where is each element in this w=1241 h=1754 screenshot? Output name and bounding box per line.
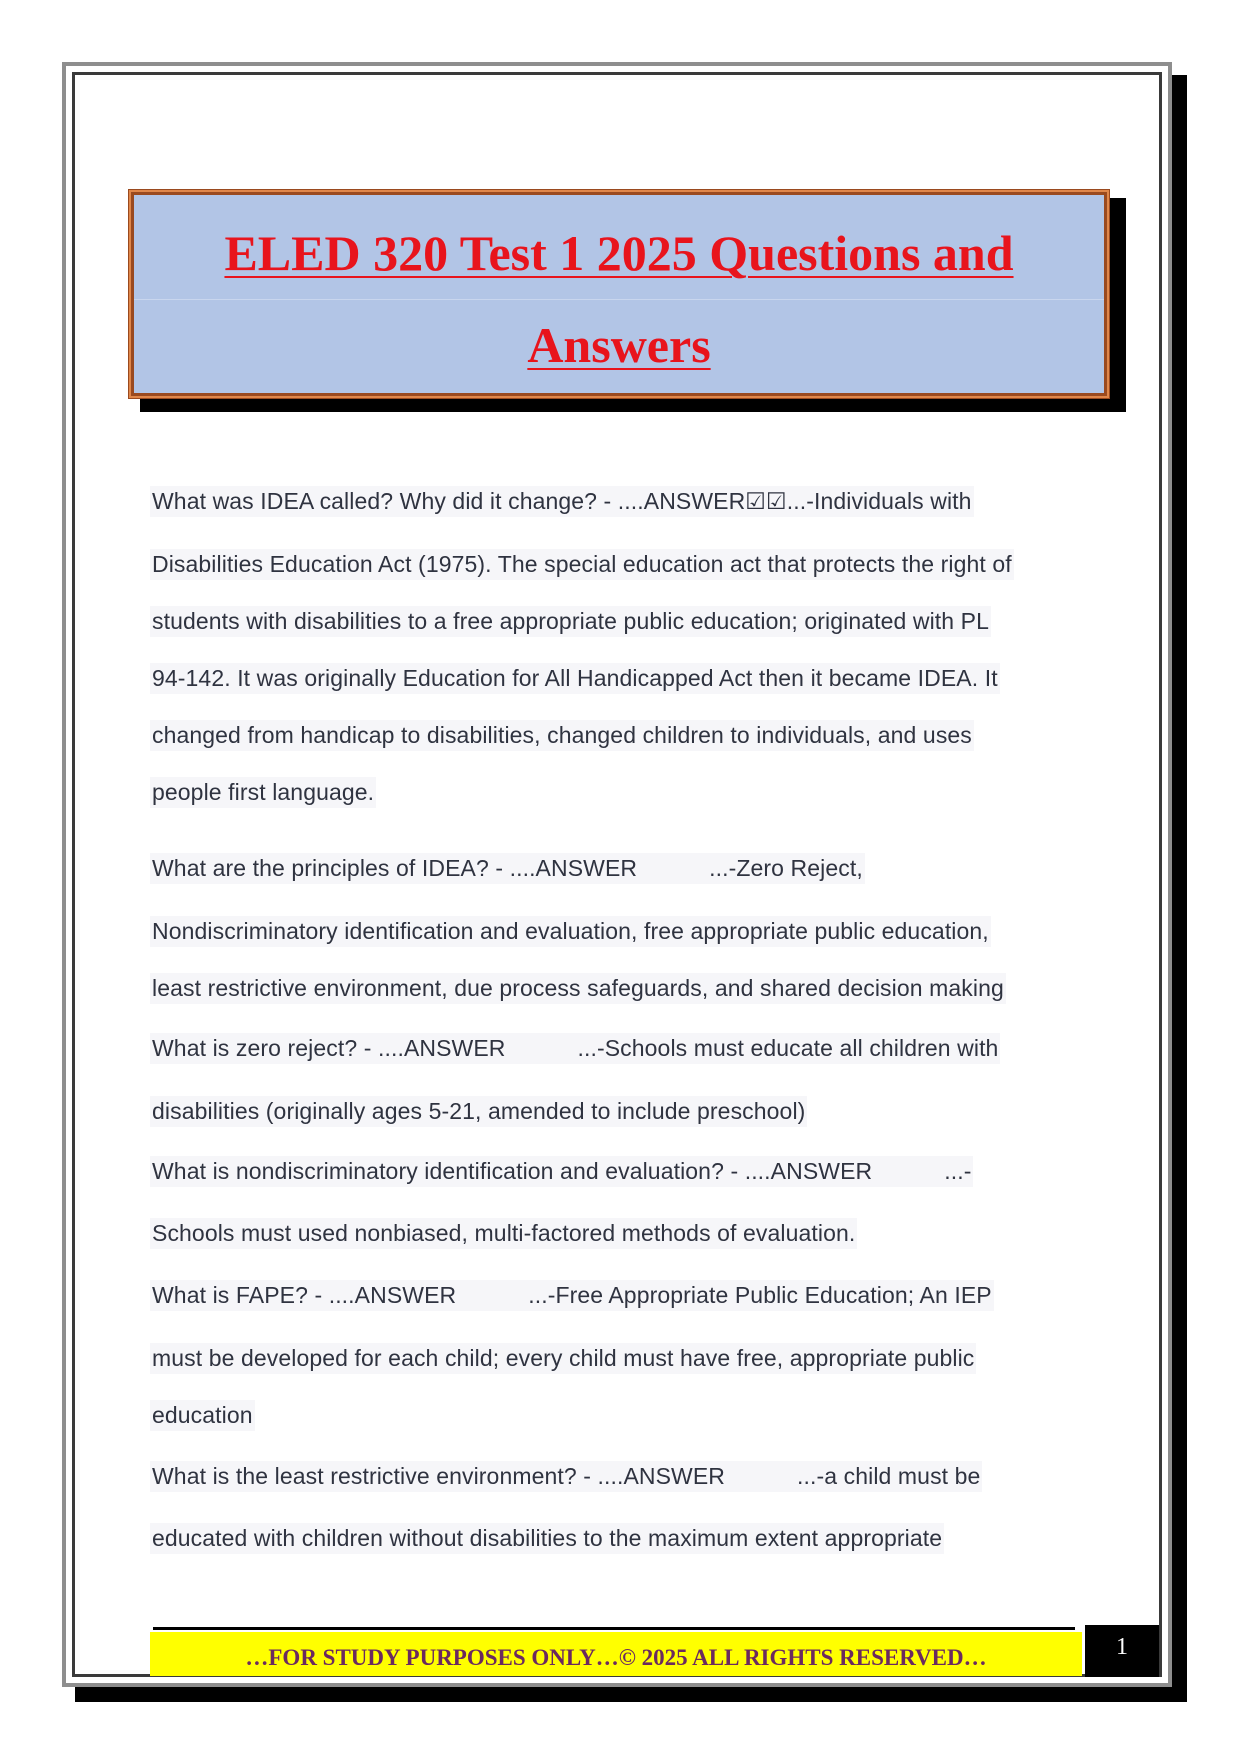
q5-question-line [150, 1280, 994, 1311]
q6-line-2: educated with children without disabilities to the maximum extent appropriate [150, 1523, 944, 1554]
q1-line-3: students with disabilities to a free appropriate public education; originated with PL [150, 606, 991, 637]
q5-line-3: education [150, 1400, 255, 1431]
q1-line-4: 94-142. It was originally Education for All Handicapped Act then it became IDEA. It [150, 663, 1000, 694]
q5-question: What is FAPE? - ....ANSWER [152, 1282, 457, 1308]
q1-line-1: What was IDEA called? Why did it change? - ....ANSWER☑☑...-Individuals with [150, 486, 974, 517]
q2-answer-start: ...-Zero Reject, [709, 855, 863, 881]
q4-question-line [150, 1156, 973, 1187]
title-box [128, 189, 1110, 399]
q2-question: What are the principles of IDEA? - ....ANSWER [152, 855, 638, 881]
q6-question: What is the least restrictive environment? - ....ANSWER [152, 1463, 726, 1489]
page-title-line-2: Answers [527, 317, 711, 373]
footer-notice: …FOR STUDY PURPOSES ONLY…© 2025 ALL RIGHTS RESERVED… [150, 1632, 1082, 1676]
q3-line-2: disabilities (originally ages 5-21, amended to include preschool) [150, 1096, 807, 1127]
q1-line-5: changed from handicap to disabilities, changed children to individuals, and uses [150, 720, 974, 751]
q3-answer-start: ...-Schools must educate all children with [577, 1035, 999, 1061]
page-number: 1 [1085, 1625, 1159, 1677]
q2-line-2: Nondiscriminatory identification and evaluation, free appropriate public education, [150, 916, 991, 947]
q3-question-line [150, 1033, 1000, 1064]
q1-line-6: people first language. [150, 777, 376, 808]
q4-line-2: Schools must used nonbiased, multi-factored methods of evaluation. [150, 1218, 857, 1249]
q3-question: What is zero reject? - ....ANSWER [152, 1035, 506, 1061]
page-title-line-1: ELED 320 Test 1 2025 Questions and [224, 225, 1014, 281]
q4-question: What is nondiscriminatory identification and evaluation? - ....ANSWER [152, 1158, 873, 1184]
q2-line-3: least restrictive environment, due process safeguards, and shared decision making [150, 973, 1006, 1004]
q4-answer-start: ...- [944, 1158, 972, 1184]
q5-line-2: must be developed for each child; every child must have free, appropriate public [150, 1343, 976, 1374]
q1-line-2: Disabilities Education Act (1975). The special education act that protects the right of [150, 549, 1014, 580]
q5-answer-start: ...-Free Appropriate Public Education; An IEP [528, 1282, 992, 1308]
q6-answer-start: ...-a child must be [797, 1463, 981, 1489]
q2-question-line [150, 853, 865, 884]
footer-rule [153, 1627, 1075, 1630]
page-title [134, 207, 1104, 391]
q6-question-line [150, 1461, 982, 1492]
